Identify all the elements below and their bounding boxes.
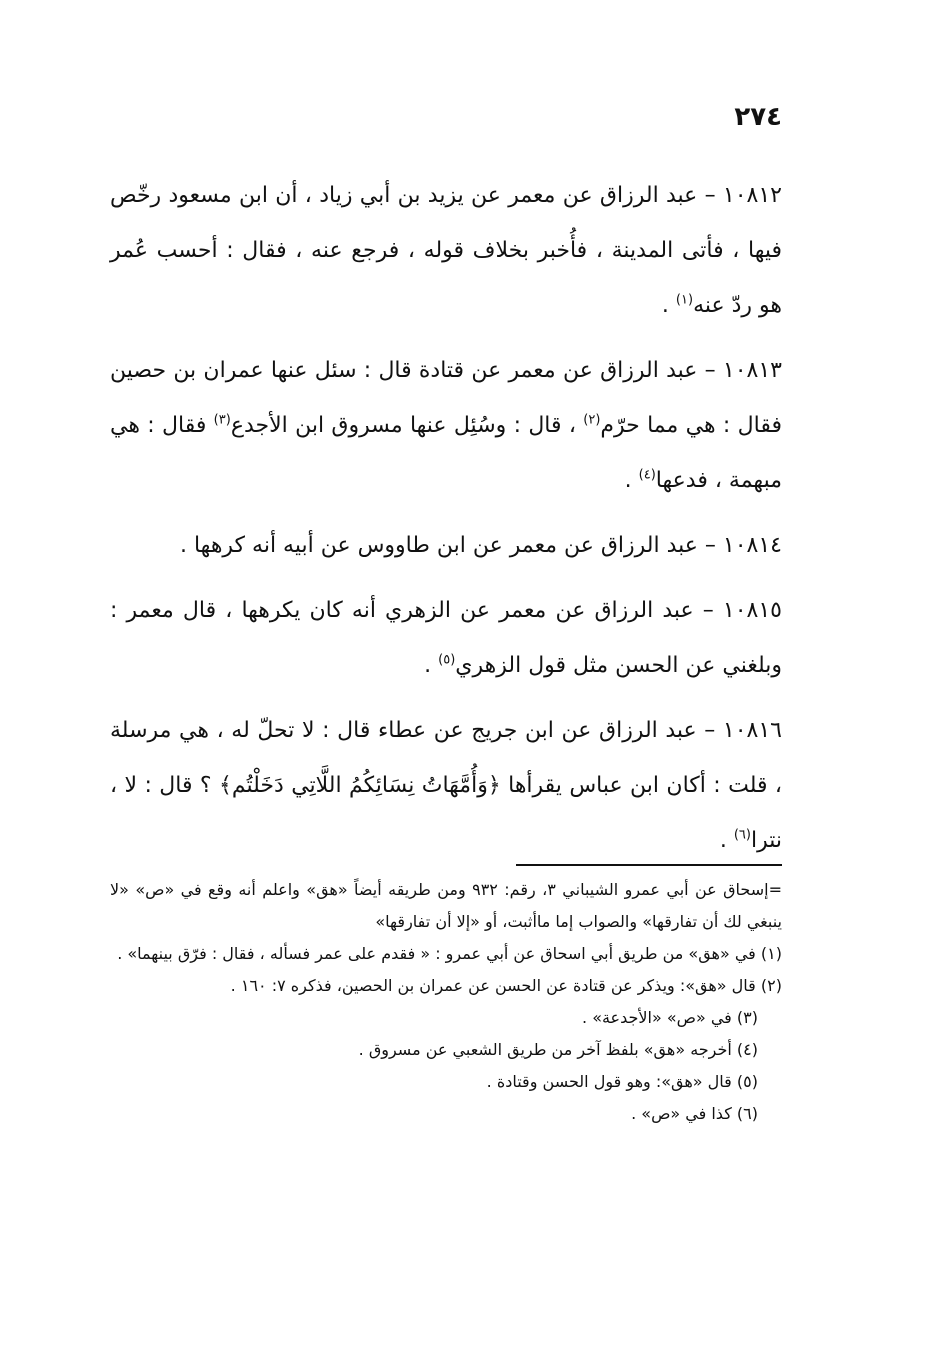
paragraph-10812 (110, 168, 782, 333)
footnote-divider (516, 864, 782, 866)
paragraph-tail: . (424, 653, 439, 678)
footnote-1: (١) في «هق» من طريق أبي اسحاق عن أبي عمرو : « فقدم على عمر فسأله ، فقال : فرّق بينهما» . (117, 944, 782, 963)
paragraph-10813 (110, 343, 782, 508)
paragraph-text: فقال : هي مبهمة ، فدعها (110, 413, 782, 493)
paragraph-10814 (110, 518, 782, 573)
footnote-ref: (٥) (438, 652, 456, 668)
paragraph-10815 (110, 583, 782, 693)
paragraph-text: ١٠٨١٣ – عبد الرزاق عن معمر عن قتادة قال : سئل عنها عمران بن حصين فقال : هي مما حرّم (110, 358, 782, 438)
paragraph-text: ١٠٨١٤ – عبد الرزاق عن معمر عن ابن طاووس عن أبيه أنه كرهها . (179, 533, 782, 558)
footnote-ref: (١) (675, 292, 694, 308)
paragraph-text: ١٠٨١٦ – عبد الرزاق عن ابن جريج عن عطاء قال : لا تحلّ له ، هي مرسلة ، قلت : أكان ابن عباس يقرأها ﴿وَأُمَّهَاتُ نِسَائِكُمُ اللَّاتِي دَخَلْتُم﴾ ؟ قال : لا ، نترا (110, 718, 782, 853)
footnote-ref: (٢) (583, 412, 601, 428)
footnote-ref: (٤) (638, 467, 656, 483)
paragraph-text: ١٠٨١٢ – عبد الرزاق عن معمر عن يزيد بن أبي زياد ، أن ابن مسعود رخّص فيها ، فأتى المدينة ، فأُخبر بخلاف قوله ، فرجع عنه ، فقال : أحسب عُمر هو ردّ عنه (110, 183, 782, 318)
footnote-4: (٤) أخرجه «هق» بلفظ آخر من طريق الشعبي عن مسروق . (358, 1040, 758, 1059)
paragraph-text: ، قال : وسُئِل عنها مسروق ابن الأجدع (230, 413, 584, 438)
footnotes (110, 874, 782, 1130)
footnote-6: (٦) كذا في «ص» . (631, 1104, 758, 1123)
main-text (110, 168, 782, 878)
footnote-continuation: =إسحاق عن أبي عمرو الشيباني ٣، رقم: ٩٣٢ ومن طريقه أيضاً «هق» واعلم أنه وقع في «ص» «لا ينبغي لك أن تفارقها» والصواب إما ماأثبت، أو «إلا أن تفارقها» (110, 880, 783, 931)
paragraph-tail: . (624, 468, 639, 493)
footnote-ref: (٦) (733, 827, 751, 843)
page-number: ٢٧٤ (734, 102, 782, 132)
footnote-ref: (٣) (213, 412, 231, 428)
paragraph-tail: . (661, 293, 676, 318)
paragraph-10816 (110, 703, 782, 868)
footnote-3: (٣) في «ص» «الأجدعة» . (582, 1008, 758, 1027)
paragraph-text: ١٠٨١٥ – عبد الرزاق عن معمر عن الزهري أنه كان يكرهها ، قال معمر : وبلغني عن الحسن مثل قول الزهري (110, 598, 782, 678)
footnote-2: (٢) قال «هق»: ويذكر عن قتادة عن الحسن عن عمران بن الحصين، فذكره ٧: ١٦٠ . (230, 976, 782, 995)
footnote-5: (٥) قال «هق»: وهو قول الحسن وقتادة . (486, 1072, 758, 1091)
paragraph-tail: . (719, 828, 734, 853)
